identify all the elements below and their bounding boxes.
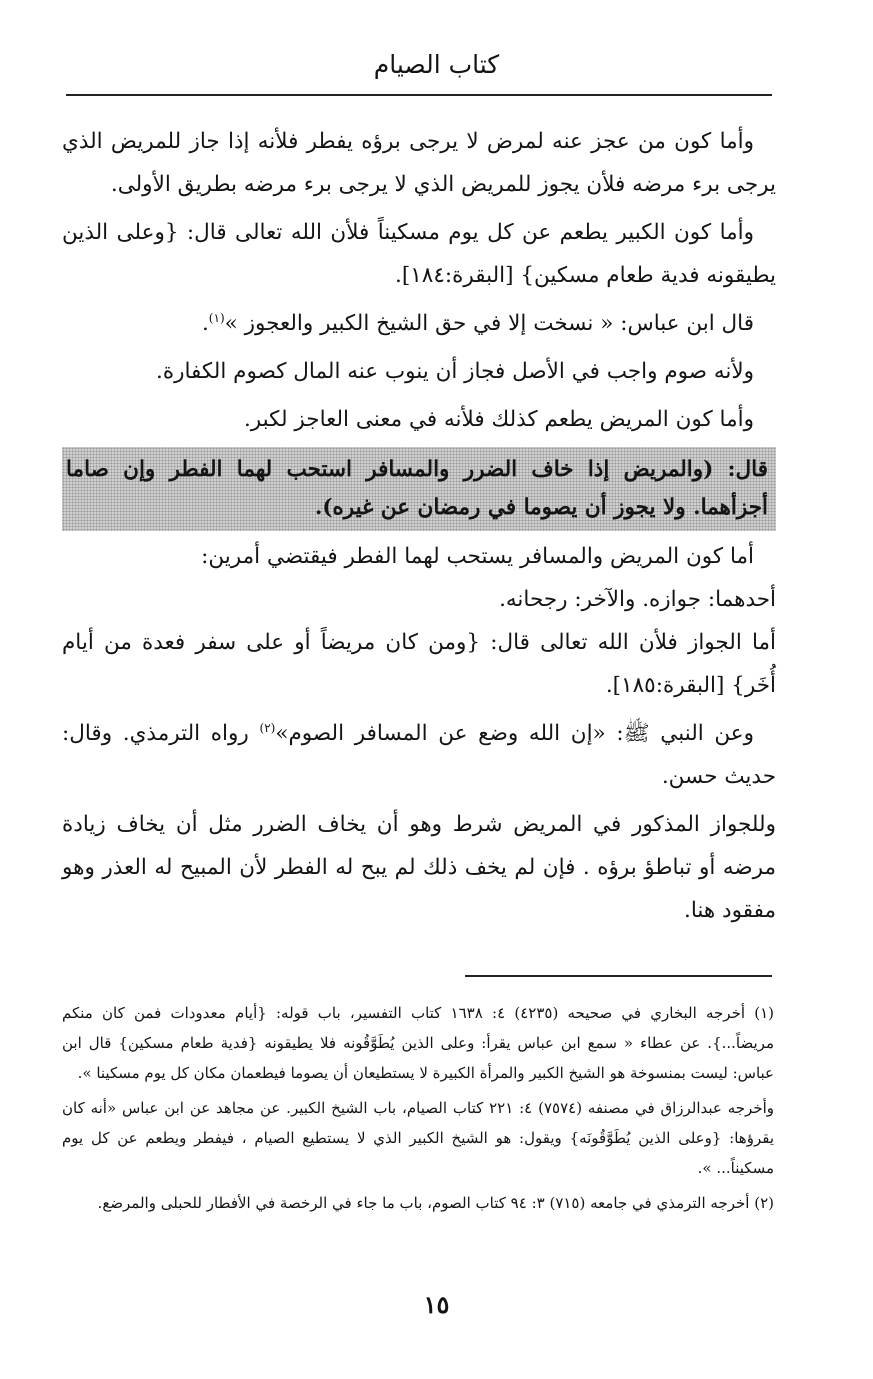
paragraph [62,712,776,798]
paragraph: ولأنه صوم واجب في الأصل فجاز أن ينوب عنه المال كصوم الكفارة. [156,359,754,384]
highlighted-matn: قال: (والمريض إذا خاف الضرر والمسافر استحب لهما الفطر وإن صاما أجزأهما. ولا يجوز أن يصوما في رمضان عن غيره). [62,447,776,531]
footnotes [62,998,774,1223]
paragraph: وأما كون الكبير يطعم عن كل يوم مسكيناً فلأن الله تعالى قال: {وعلى الذين يطيقونه فدية طعام مسكين} [البقرة:١٨٤]. [62,220,776,288]
paragraph: أحدهما: جوازه. والآخر: رجحانه. [499,587,776,612]
quote-text: قال ابن عباس: « نسخت إلا في حق الشيخ الكبير والعجوز » [224,311,754,336]
paragraph: وللجواز المذكور في المريض شرط وهو أن يخاف الضرر مثل أن يخاف زيادة مرضه أو تباطؤ برؤه . فإن لم يخف ذلك لم يبح له الفطر لأن المبيح له العذر وهو مفقود هنا. [62,812,776,923]
paragraph: وأما كون من عجز عنه لمرض لا يرجى برؤه يفطر فلأنه إذا جاز للمريض الذي يرجى برء مرضه فلأن يجوز للمريض الذي لا يرجى برء مرضه بطريق الأولى. [62,129,776,197]
hadith-source: رواه الترمذي. وقال: حديث حسن. [62,721,776,789]
footnote-1: (١) أخرجه البخاري في صحيحه (٤٢٣٥) ٤: ١٦٣٨ كتاب التفسير، باب قوله: {أيام معدودات فمن كان منكم مريضاً...}. عن عطاء « سمع ابن عباس يقرأ: وعلى الذين يُطَوَّقُونه فلا يطيقونه {فدية طعام مسكين} قال ابن عباس: ليست بمنسوخة هو الشيخ الكبير والمرأة الكبيرة لا يستطيعان أن يصوما فيطعمان مكان كل يوم مسكينا ». [62,1004,775,1082]
paragraph: أما كون المريض والمسافر يستحب لهما الفطر فيقتضي أمرين: [201,544,754,569]
hadith-text: وعن النبي ﷺ: «إن الله وضع عن المسافر الصوم» [275,721,754,746]
running-header: كتاب الصيام [373,50,500,79]
paragraph: أما الجواز فلأن الله تعالى قال: {ومن كان مريضاً أو على سفر فعدة من أيام أُخَر} [البقرة:١٨٥]. [62,630,776,698]
header-rule [66,94,772,96]
footnote-ref-1[interactable]: (١) [208,310,225,325]
main-text [62,120,776,932]
footnote-rule [465,975,772,977]
footnote-2: (٢) أخرجه الترمذي في جامعه (٧١٥) ٣: ٩٤ كتاب الصوم، باب ما جاء في الرخصة في الأفطار للحبلى والمرضع. [97,1194,774,1212]
footnote-1-continued: وأخرجه عبدالرزاق في مصنفه (٧٥٧٤) ٤: ٢٢١ كتاب الصيام، باب الشيخ الكبير. عن مجاهد عن ابن عباس «أنه كان يقرؤها: {وعلى الذين يُطَوَّقُونَه} ويقول: هو الشيخ الكبير الذي لا يستطيع الصيام ، فيفطر ويطعم عن كل يوم مسكيناً... ». [62,1099,775,1177]
paragraph: وأما كون المريض يطعم كذلك فلأنه في معنى العاجز لكبر. [243,407,754,432]
footnote-ref-2[interactable]: (٢) [259,720,276,735]
sentence-end: . [201,311,209,336]
page-number: ١٥ [423,1290,450,1319]
paragraph [62,302,776,345]
